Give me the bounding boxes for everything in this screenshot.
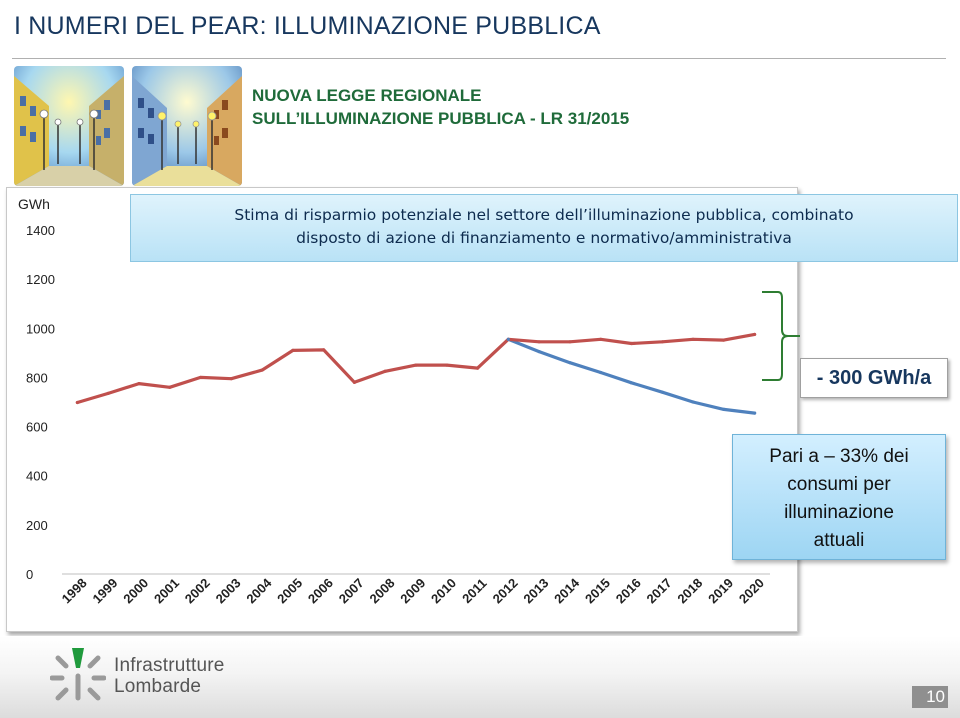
data-point bbox=[199, 376, 202, 379]
data-point bbox=[599, 338, 602, 341]
x-tick-label: 2018 bbox=[674, 575, 706, 607]
data-point bbox=[137, 382, 140, 385]
x-tick-label: 2003 bbox=[212, 575, 244, 607]
data-point bbox=[414, 364, 417, 367]
data-point bbox=[568, 340, 571, 343]
data-point bbox=[661, 340, 664, 343]
savings-value-box: - 300 GWh/a bbox=[800, 358, 948, 398]
law-title-line1: NUOVA LEGGE REGIONALE bbox=[252, 86, 482, 105]
logo-line1: Infrastrutture bbox=[114, 655, 225, 676]
data-point bbox=[322, 348, 325, 351]
y-tick-label: 600 bbox=[26, 419, 48, 435]
x-tick-label: 2014 bbox=[551, 575, 583, 607]
x-tick-label: 2016 bbox=[612, 575, 644, 607]
series-line-blue bbox=[508, 339, 754, 413]
x-tick-label: 1999 bbox=[89, 575, 121, 607]
x-tick-label: 2019 bbox=[705, 575, 737, 607]
logo-wordmark bbox=[114, 655, 225, 697]
x-tick-label: 2002 bbox=[181, 575, 213, 607]
x-tick-label: 2017 bbox=[643, 575, 675, 607]
data-point bbox=[291, 349, 294, 352]
x-tick-label: 2001 bbox=[151, 575, 183, 607]
data-point bbox=[384, 370, 387, 373]
y-tick-label: 1200 bbox=[26, 272, 55, 288]
pari-line2: consumi per bbox=[787, 474, 891, 495]
x-tick-label: 2004 bbox=[243, 575, 275, 607]
data-point bbox=[107, 392, 110, 395]
y-tick-label: 0 bbox=[26, 567, 34, 582]
data-point bbox=[661, 391, 664, 394]
x-tick-label: 2007 bbox=[335, 575, 367, 607]
data-point bbox=[445, 364, 448, 367]
data-point bbox=[599, 371, 602, 374]
data-point bbox=[168, 386, 171, 389]
data-point bbox=[260, 368, 263, 371]
data-point bbox=[630, 381, 633, 384]
savings-estimate-callout bbox=[130, 194, 958, 262]
data-point bbox=[691, 338, 694, 341]
y-tick-label: 200 bbox=[26, 517, 48, 533]
callout-line1: Stima di risparmio potenziale nel settore dell’illuminazione pubblica, combinato bbox=[234, 206, 854, 224]
data-point bbox=[753, 411, 756, 414]
data-point bbox=[230, 377, 233, 380]
y-tick-label: 800 bbox=[26, 370, 48, 386]
pari-line4: attuali bbox=[813, 530, 865, 551]
data-point bbox=[630, 342, 633, 345]
percentage-callout bbox=[732, 434, 946, 560]
data-point bbox=[538, 350, 541, 353]
x-tick-label: 2015 bbox=[581, 575, 614, 607]
data-point bbox=[76, 401, 79, 404]
data-point bbox=[691, 400, 694, 403]
x-tick-label: 1998 bbox=[58, 575, 90, 607]
savings-bracket bbox=[756, 288, 806, 388]
series-line-red bbox=[77, 334, 754, 402]
law-title-line2: SULL’ILLUMINAZIONE PUBBLICA - LR 31/2015 bbox=[252, 109, 630, 128]
y-tick-label: 400 bbox=[26, 468, 48, 484]
y-tick-label: 1000 bbox=[26, 321, 55, 337]
data-point bbox=[722, 408, 725, 411]
data-point bbox=[476, 366, 479, 369]
infrastrutture-lombarde-logo-icon bbox=[50, 646, 106, 702]
x-tick-label: 2005 bbox=[274, 575, 306, 607]
data-point bbox=[507, 338, 510, 341]
logo-line2: Lombarde bbox=[114, 676, 202, 697]
pari-line1: Pari a – 33% dei bbox=[769, 446, 909, 467]
x-tick-label: 2011 bbox=[459, 575, 490, 607]
y-tick-label: 1400 bbox=[26, 223, 55, 238]
data-point bbox=[538, 340, 541, 343]
slide-title: I NUMERI DEL PEAR: ILLUMINAZIONE PUBBLICA bbox=[14, 12, 601, 40]
x-tick-label: 2006 bbox=[304, 575, 336, 607]
x-tick-label: 2008 bbox=[366, 575, 398, 607]
x-tick-label: 2020 bbox=[735, 575, 767, 607]
data-point bbox=[568, 361, 571, 364]
x-tick-label: 2013 bbox=[520, 575, 552, 607]
y-axis-unit-label: GWh bbox=[18, 196, 50, 212]
data-point bbox=[722, 338, 725, 341]
pari-line3: illuminazione bbox=[784, 502, 894, 523]
x-tick-label: 2000 bbox=[120, 575, 152, 607]
page-number: 10 bbox=[912, 686, 948, 708]
x-tick-label: 2012 bbox=[489, 575, 521, 607]
callout-line2: disposto di azione di finanziamento e normativo/amministrativa bbox=[296, 229, 792, 247]
x-tick-label: 2010 bbox=[428, 575, 460, 607]
data-point bbox=[353, 381, 356, 384]
x-tick-label: 2009 bbox=[397, 575, 429, 607]
